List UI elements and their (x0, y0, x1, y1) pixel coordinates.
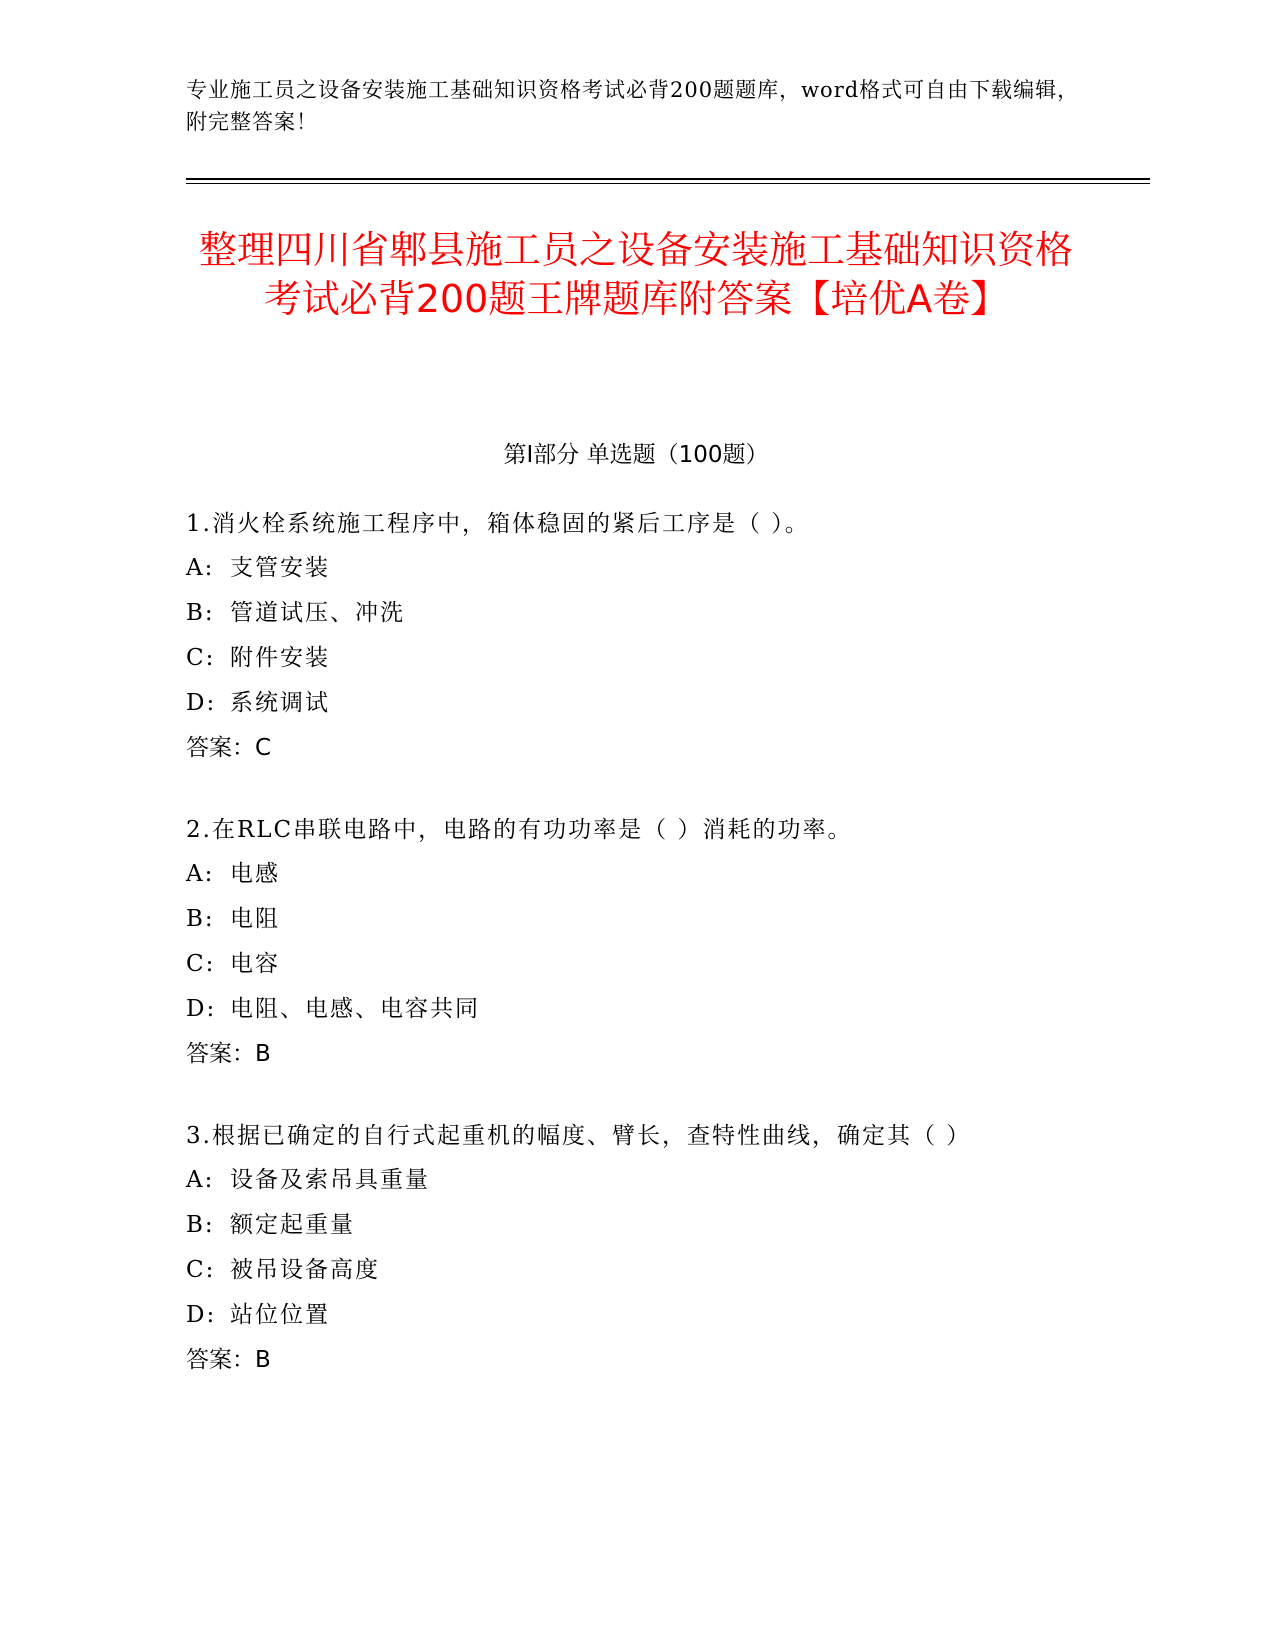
option-c (186, 942, 1086, 987)
option-text: 站位位置 (230, 1302, 330, 1328)
question-1 (186, 502, 1086, 771)
option-d (186, 681, 1086, 726)
document-title: 整理四川省郫县施工员之设备安装施工基础知识资格考试必背200题王牌题库附答案【培优A卷】 (198, 228, 1073, 321)
question-stem: 3.根据已确定的自行式起重机的幅度、臂长，查特性曲线，确定其（ ） (186, 1123, 972, 1149)
option-b (186, 1203, 1086, 1248)
option-text: 管道试压、冲洗 (230, 600, 405, 626)
option-letter: A: (186, 1167, 215, 1193)
answer: 答案：B (186, 1347, 271, 1373)
header-note: 专业施工员之设备安装施工基础知识资格考试必背200题题库，word格式可自由下载编辑，附完整答案！ (186, 78, 1080, 134)
option-letter: A: (186, 555, 215, 581)
section-title: 第Ⅰ部分 单选题（100题） (503, 442, 769, 468)
option-a (186, 852, 1086, 897)
question-stem: 1.消火栓系统施工程序中，箱体稳固的紧后工序是（ ）。 (186, 511, 810, 537)
option-letter: D: (186, 1302, 217, 1328)
option-letter: B: (186, 906, 215, 932)
option-letter: A: (186, 861, 215, 887)
question-2 (186, 808, 1086, 1077)
option-text: 电感 (230, 861, 280, 887)
header-rule-thick (186, 178, 1150, 180)
option-letter: C: (186, 951, 216, 977)
option-text: 设备及索吊具重量 (230, 1167, 430, 1193)
option-text: 额定起重量 (230, 1212, 355, 1238)
answer: 答案：C (186, 735, 272, 761)
option-a (186, 546, 1086, 591)
option-a (186, 1158, 1086, 1203)
option-b (186, 897, 1086, 942)
option-c (186, 1248, 1086, 1293)
option-d (186, 1293, 1086, 1338)
question-stem: 2.在RLC串联电路中，电路的有功功率是（ ）消耗的功率。 (186, 817, 853, 843)
option-letter: D: (186, 996, 217, 1022)
header-rule-thin (186, 183, 1150, 184)
option-text: 系统调试 (230, 690, 330, 716)
option-text: 电阻 (230, 906, 280, 932)
option-text: 支管安装 (230, 555, 330, 581)
option-letter: C: (186, 1257, 216, 1283)
option-d (186, 987, 1086, 1032)
option-text: 被吊设备高度 (230, 1257, 380, 1283)
option-text: 附件安装 (230, 645, 330, 671)
option-letter: D: (186, 690, 217, 716)
option-text: 电容 (230, 951, 280, 977)
option-letter: B: (186, 1212, 215, 1238)
option-letter: B: (186, 600, 215, 626)
question-3 (186, 1114, 1086, 1383)
option-c (186, 636, 1086, 681)
option-letter: C: (186, 645, 216, 671)
option-text: 电阻、电感、电容共同 (230, 996, 480, 1022)
option-b (186, 591, 1086, 636)
answer: 答案：B (186, 1041, 271, 1067)
